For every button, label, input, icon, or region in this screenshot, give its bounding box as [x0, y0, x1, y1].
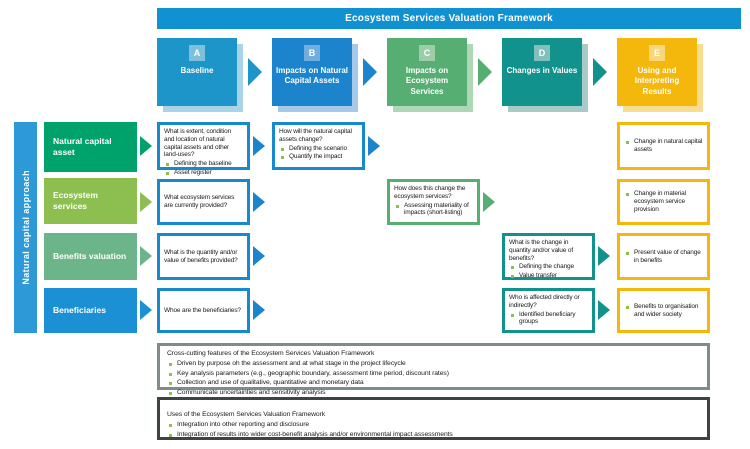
bullet-item: Change in natural capital assets — [624, 138, 703, 154]
result-box-present-value-change — [617, 233, 710, 280]
question-box-baseline-extent-condition — [157, 122, 250, 176]
bullet-item: Change in material ecosystem service provision — [624, 190, 703, 213]
stage-c-impacts-ecosystem-services — [387, 38, 467, 106]
stage-e-using-interpreting-results — [617, 38, 697, 106]
arrow-row4-d-to-e — [598, 300, 610, 320]
stage-a-baseline — [157, 38, 237, 106]
bullet-item: Driven by purpose oh the assessment and at what stage in the project lifecycle — [167, 360, 700, 369]
uses-of-framework-title: Uses of the Ecosystem Services Valuation Framework — [167, 411, 326, 418]
arrow-row2-c-to-e — [483, 192, 495, 212]
bullet-item: Identified beneficiary groups — [509, 311, 588, 327]
bullet-item: Defining the scenario — [279, 145, 358, 153]
question-text: What ecosystem services are currently provided? — [164, 194, 235, 209]
flow-arrow-a-to-b — [248, 58, 262, 86]
question-text: Who is affected directly or indirectly? — [509, 294, 580, 309]
row-label-text: Benefits valuation — [53, 251, 127, 262]
question-box-assets-change — [272, 122, 365, 170]
bullet-item: Communicate uncertainties and sensitivity analysis — [167, 389, 700, 398]
bullet-item: Key analysis parameters (e.g., geographic boundary, assessment time period, discount rates) — [167, 370, 700, 379]
stage-a-letter-badge: A — [189, 45, 205, 61]
arrow-row1-a-to-b — [253, 136, 265, 156]
bullet-item: Defining the change — [509, 263, 588, 271]
stage-b-title: Impacts on Natural Capital Assets — [275, 66, 348, 86]
bullet-item: Assessing materiality of impacts (short-listing) — [394, 202, 473, 218]
framework-title-bar — [157, 8, 741, 29]
uses-of-framework-box — [157, 397, 710, 440]
natural-capital-approach-label: Natural capital approach — [20, 170, 31, 285]
row-label-ecosystem-services — [44, 178, 137, 224]
question-text: What is the quantity and/or value of benefits provided? — [164, 248, 238, 264]
question-box-quantity-value-benefits — [157, 233, 250, 280]
arrow-row3-d-to-e — [598, 246, 610, 266]
bullet-item: Collection and use of qualitative, quantitative and monetary data — [167, 379, 700, 388]
row-label-beneficiaries — [44, 288, 137, 333]
row-arrow-beneficiaries — [140, 300, 152, 320]
cross-cutting-features-title: Cross-cutting features of the Ecosystem Services Valuation Framework — [167, 350, 375, 357]
stage-d-title: Changes in Values — [506, 66, 578, 75]
cross-cutting-features-box — [157, 343, 710, 397]
row-label-text: Ecosystem services — [53, 190, 98, 211]
arrow-row2-a-onward — [253, 192, 265, 212]
stage-d-changes-in-values — [502, 38, 582, 106]
natural-capital-approach-bar — [14, 122, 37, 333]
stage-b-letter-badge: B — [304, 45, 320, 61]
row-label-benefits-valuation — [44, 233, 137, 280]
framework-title: Ecosystem Services Valuation Framework — [345, 13, 553, 24]
question-box-affected-directly-indirectly — [502, 288, 595, 333]
bullet-item: Present value of change in benefits — [624, 249, 703, 265]
question-text: How does this change the ecosystem services? — [394, 185, 466, 200]
row-arrow-ecosystem-services — [140, 192, 152, 212]
flow-arrow-c-to-d — [478, 58, 492, 86]
question-box-change-in-benefits — [502, 233, 595, 280]
bullet-item: Integration into other reporting and disclosure — [167, 421, 700, 430]
bullet-item: Asset register — [164, 169, 243, 177]
question-text: Whoe are the beneficiaries? — [164, 306, 241, 314]
arrow-row4-a-onward — [253, 300, 265, 320]
stage-c-letter-badge: C — [419, 45, 435, 61]
stage-e-letter-badge: E — [649, 45, 665, 61]
row-arrow-natural-capital-asset — [140, 136, 152, 156]
arrow-row1-b-onward — [368, 136, 380, 156]
result-box-change-material-esv — [617, 179, 710, 225]
arrow-row3-a-onward — [253, 246, 265, 266]
stage-a-title: Baseline — [180, 66, 214, 75]
row-label-text: Natural capital asset — [53, 136, 112, 157]
question-box-services-provided — [157, 179, 250, 225]
stage-b-impacts-natural-capital — [272, 38, 352, 106]
row-label-natural-capital-asset — [44, 122, 137, 172]
bullet-item: Value transfer — [509, 272, 588, 280]
question-box-who-beneficiaries — [157, 288, 250, 333]
bullet-item: Defining the baseline — [164, 160, 243, 168]
stage-e-title: Using and Interpreting Results — [634, 66, 680, 96]
question-box-change-ecosystem-services — [387, 179, 480, 225]
bullet-item: Benefits to organisation and wider society — [624, 303, 703, 319]
bullet-item: Quantify the impact — [279, 153, 358, 161]
result-box-change-natural-capital-assets — [617, 122, 710, 170]
question-text: What is the change in quantity and/or value of benefits? — [509, 239, 573, 262]
flow-arrow-b-to-c — [363, 58, 377, 86]
bullet-item: Integration of results into wider cost-benefit analysis and/or environmental impact assessments — [167, 431, 700, 440]
stage-c-title: Impacts on Ecosystem Services — [405, 66, 449, 96]
row-arrow-benefits-valuation — [140, 246, 152, 266]
flow-arrow-d-to-e — [593, 58, 607, 86]
row-label-text: Beneficiaries — [53, 305, 106, 316]
question-text: What is extent, condition and location of natural capital assets and other land-uses? — [164, 128, 232, 159]
stage-d-letter-badge: D — [534, 45, 550, 61]
question-text: How will the natural capital assets change? — [279, 128, 352, 143]
result-box-benefits-organisation-society — [617, 288, 710, 333]
